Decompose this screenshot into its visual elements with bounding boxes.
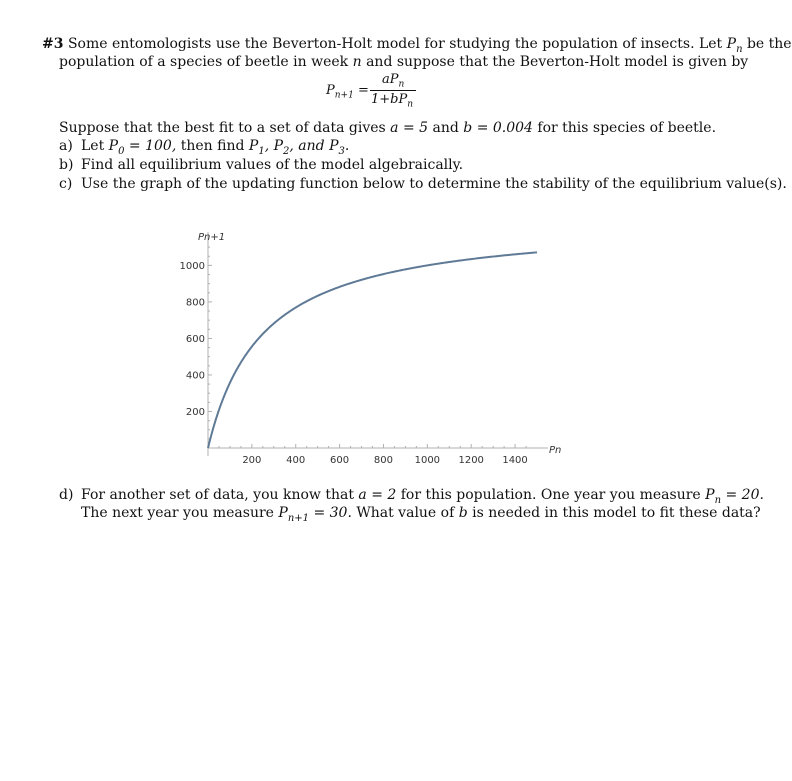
intro-text-1a: Some entomologists use the Beverton-Holt model for studying the population of insects. Let bbox=[67, 36, 727, 52]
intro-text-2a: population of a species of beetle in week bbox=[59, 54, 353, 70]
formula-numerator bbox=[382, 72, 404, 90]
intro-text-2b: and suppose that the Beverton-Holt model is given by bbox=[361, 54, 749, 70]
part-d-pn1: P bbox=[278, 505, 288, 521]
part-d-a-value: a = 2 bbox=[358, 487, 397, 503]
part-d-pn: P bbox=[705, 487, 715, 503]
intro-text-1b: be the bbox=[742, 36, 792, 52]
formula-denominator-text: 1+bP bbox=[371, 92, 408, 107]
x-tick-label: 1000 bbox=[414, 455, 441, 466]
part-d-pn-sub: n bbox=[714, 494, 722, 506]
problem-number: #3 bbox=[42, 36, 64, 52]
y-tick-label: 400 bbox=[185, 370, 205, 382]
y-tick-label: 600 bbox=[185, 333, 205, 345]
chart-tick-labels bbox=[180, 261, 528, 466]
part-a-p0-sub: 0 bbox=[118, 145, 125, 157]
part-d-pn1-sub: n+1 bbox=[287, 512, 309, 524]
x-tick-label: 400 bbox=[286, 455, 306, 466]
formula-numerator-sub: n bbox=[398, 79, 405, 90]
part-a-then: then find bbox=[176, 138, 249, 154]
x-tick-label: 800 bbox=[373, 455, 394, 466]
updating-function-curve bbox=[208, 252, 537, 448]
y-axis-label: Pn+1 bbox=[198, 232, 226, 243]
part-d-label: d) bbox=[59, 487, 74, 503]
part-a-p2-sub: 2 bbox=[283, 145, 290, 157]
suppose-line bbox=[59, 119, 716, 137]
part-d-b-var: b bbox=[458, 505, 468, 521]
part-a-period: . bbox=[344, 138, 350, 154]
part-a-p1-sub: 1 bbox=[258, 145, 265, 157]
x-tick-label: 1400 bbox=[502, 455, 528, 466]
formula-equals: = bbox=[353, 83, 369, 98]
y-tick-label: 800 bbox=[185, 297, 205, 309]
formula-lhs-p: P bbox=[326, 83, 335, 98]
part-a-p3: , and P bbox=[289, 138, 339, 154]
formula-numerator-text: aP bbox=[382, 72, 399, 87]
part-b-label: b) bbox=[59, 157, 74, 173]
formula-lhs bbox=[326, 83, 369, 101]
updating-function-chart bbox=[0, 210, 750, 510]
x-axis-label: Pn bbox=[549, 445, 562, 456]
part-a-p0-value: = 100, bbox=[124, 138, 177, 154]
suppose-text-a: Suppose that the best fit to a set of data gives bbox=[59, 120, 391, 136]
suppose-text-end: for this species of beetle. bbox=[532, 120, 717, 136]
intro-var-n: n bbox=[352, 54, 362, 70]
intro-line-2 bbox=[59, 53, 748, 71]
suppose-a-value: a = 5 bbox=[390, 120, 429, 136]
part-d-line-2 bbox=[81, 504, 761, 528]
part-a-text: Let bbox=[81, 138, 109, 154]
part-d-text-1a: For another set of data, you know that bbox=[81, 487, 359, 503]
x-tick-label: 200 bbox=[242, 455, 262, 466]
part-d-text-1b: for this population. One year you measure bbox=[396, 487, 706, 503]
part-a-label: a) bbox=[59, 138, 73, 154]
part-d-text-2c: is needed in this model to fit these data? bbox=[467, 505, 761, 521]
part-a-p3-sub: 3 bbox=[338, 145, 345, 157]
part-a-p1: P bbox=[248, 138, 259, 154]
x-tick-label: 1200 bbox=[458, 455, 484, 466]
part-d-pn-value: = 20. bbox=[721, 487, 764, 503]
formula-denominator bbox=[371, 92, 413, 110]
part-a-p0: P bbox=[108, 138, 119, 154]
part-d-pn1-value: = 30. bbox=[309, 505, 352, 521]
y-tick-label: 200 bbox=[185, 406, 205, 418]
part-d-text-2a: The next year you measure bbox=[81, 505, 279, 521]
intro-var-p-sub: n bbox=[736, 43, 743, 55]
part-d-text-2b: What value of bbox=[351, 505, 459, 521]
suppose-text-and: and bbox=[428, 120, 464, 136]
part-b-text: Find all equilibrium values of the model algebraically. bbox=[81, 157, 464, 173]
part-c bbox=[59, 175, 787, 193]
part-a-p2: , P bbox=[264, 138, 284, 154]
x-tick-label: 600 bbox=[330, 455, 350, 466]
part-b bbox=[59, 156, 463, 174]
formula-denominator-sub: n bbox=[407, 99, 414, 110]
part-c-text: Use the graph of the updating function below to determine the stability of the equilibrium value(s). bbox=[81, 176, 787, 192]
y-tick-label: 1000 bbox=[179, 260, 205, 272]
formula-lhs-sub: n+1 bbox=[334, 90, 354, 101]
intro-var-p: P bbox=[726, 36, 737, 52]
fraction-bar bbox=[370, 90, 416, 91]
chart-axes bbox=[208, 232, 548, 456]
suppose-b-value: b = 0.004 bbox=[463, 120, 533, 136]
part-c-label: c) bbox=[59, 176, 73, 192]
